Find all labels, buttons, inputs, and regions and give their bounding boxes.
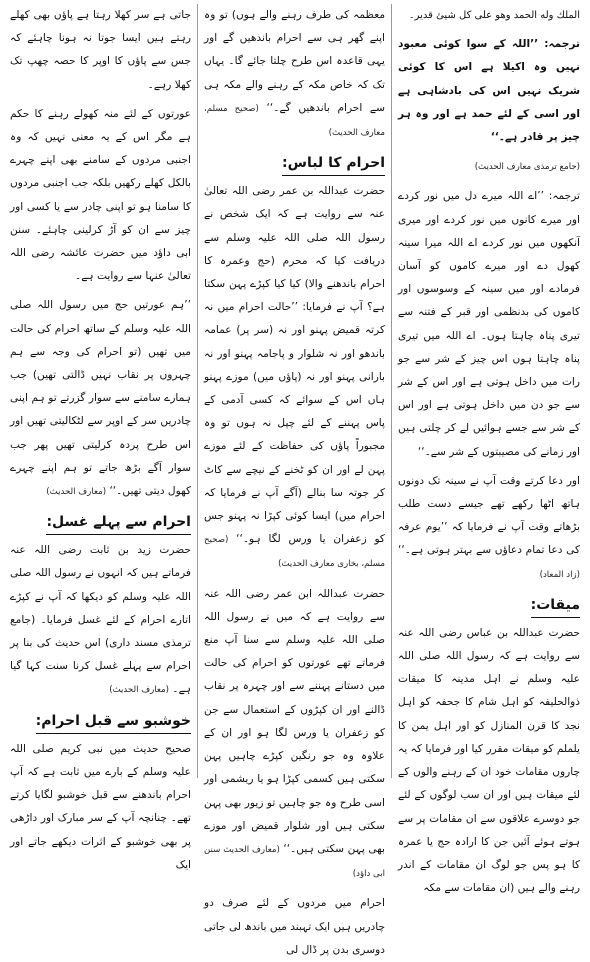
paragraph — [10, 103, 191, 289]
citation: (صحیح مسلم، بخاری معارف الحدیث) — [204, 535, 385, 570]
section-heading-text: خوشبو سے قبل احرام: — [36, 709, 191, 734]
citation: (معارف الحدیث) — [46, 487, 107, 498]
paragraph — [10, 294, 191, 504]
column-middle — [198, 4, 392, 956]
paragraph-text: الملك وله الحمد وهو علی کل شیئ قدیر۔ — [408, 10, 580, 21]
paragraph — [204, 583, 385, 887]
paragraph-text: ’’ہم عورتیں حج میں رسول اللہ صلی اللہ علیہ وسلم کے ساتھ احرام کی حالت میں تھیں (تو احرام کی وجہ سے ہم چہروں پر نقاب نہیں ڈالتی تھیں) جب ہمارے سامنے سے سوار گزرتے تو ہم اپنی چادریں سر کے اوپر سے لٹکالیتی تھیں اور اس طرح پردہ کرلیتی تھیں پھر جب سوار آگے بڑھ جاتے تو ہم اپنے چہرے کھول دیتی تھیں۔‘‘ — [10, 299, 191, 498]
column-right — [392, 4, 586, 895]
paragraph-text: ترجمہ: ’’اللہ کے سوا کوئی معبود نہیں وہ اکیلا ہے اس کا کوئی شریک نہیں اس کی بادشاہی ہے اور اسی کے لئے حمد ہے اور وہ ہر چیز پر قادر ہے۔‘‘ — [398, 38, 580, 144]
paragraph-text: حضرت عبداللہ ابن عمر رضی اللہ عنہ سے روایت ہے کہ میں نے رسول اللہ صلی اللہ علیہ وسلم سے سنا آپ منع فرماتے تھے عورتوں کو احرام کی حالت میں دستانے پہننے سے اور چہرہ پر نقاب ڈالنے اور ان کپڑوں کے استعمال سے جن کو زعفران یا ورس لگا ہو اور ان کے علاوہ وہ جو رنگین کپڑے چاہیں پہن سکتی ہیں کسمی کپڑا ہو یا ریشمی اور اسی طرح وہ جو چاہیں تو زیور بھی پہن سکتی ہیں اور شلوار قمیض اور موزے بھی پہن سکتی ہیں۔‘‘ — [204, 587, 385, 855]
citation: (زاد المعاد) — [539, 569, 580, 580]
paragraph-text: صحیح حدیث میں نبی کریم صلی اللہ علیہ وسلم کے بارے میں ثابت ہے کہ آپ احرام باندھنے سے قبل خوشبو لگایا کرتے تھے۔ چنانچہ آپ کے سر مبارک اور داڑھی پر بھی خوشبو کے اثرات دیکھے جاتے اور ایک — [10, 742, 191, 871]
paragraph-text: جاتی ہے سر کھلا رہتا ہے پاؤں بھی کھلے رہتے ہیں ایسا جوتا نہ ہونا چاہئے کہ جس سے پاؤں کا اوپر کا حصہ چھپ تک کھلا رہے۔ — [10, 9, 191, 91]
paragraph — [204, 180, 385, 576]
paragraph-text: ترجمہ: ’’اے اللہ میرے دل میں نور کردے اور میرے کانوں میں نور کردے اور میری آنکھوں میں نور کردے اے اللہ میرا سینہ کھول دے اور میرے کاموں کو آسان فرمادے اور میں سینہ کے وسوسوں اور کاموں کی بدنظمی اور قبر کے فتنہ سے تیری پناہ چاہتا ہوں۔ اے اللہ میں تیری پناہ چاہتا ہوں اس چیز کے شر سے جو رات میں داخل ہوتی ہے اور اس کے شر سے جو دن میں داخل ہوتی ہے اور اس کے شر سے جسے ہوائیں لے کر چلتی ہیں اور زمانے کی مصیبتوں کے شر سے۔‘‘ — [398, 190, 580, 458]
section-heading — [10, 510, 191, 535]
paragraph — [398, 470, 580, 587]
paragraph-text: حضرت عبداللہ بن عباس رضی اللہ عنہ سے روایت ہے کہ رسول اللہ صلی اللہ علیہ وسلم نے اہل مدینہ کا میقات ذوالحلیفہ کو اہل شام کا جحفہ کو اہل نجد کا قرن المنازل کو اور اہل یمن کا یلملم کو میقات مقرر کیا اور فرمایا کہ یہ چاروں مقامات خود ان کے رہنے والوں کے لئے میقات ہیں اور ان سب لوگوں کے لئے جو دوسرے علاقوں سے ان مقامات پر سے ہوتے ہوئے آئیں جن کا ارادہ حج یا عمرہ کا ہو پس جو لوگ ان مقامات کے اندر رہنے والے ہیں (ان مقامات سے مکہ — [398, 626, 580, 895]
paragraph-text: عورتوں کے لئے منہ کھولے رہنے کا حکم ہے مگر اس کے یہ معنی نہیں کہ وہ اجنبی مردوں کے سامنے بھی اپنے چہرے بالکل کھلے رکھیں بلکہ جب اجنبی مردوں کا سامنا ہو تو اپنی چادر سے یا کسی اور چیز سے ان کو آڑ کرلینی چاہئے۔ سنن ابی داؤد میں حضرت عائشہ رضی اللہ تعالیٰ عنہا سے روایت ہے۔ — [10, 107, 191, 283]
paragraph — [398, 185, 580, 463]
section-heading-text: احرام کا لباس: — [282, 151, 385, 176]
section-heading-text: احرام سے پہلے غسل: — [46, 510, 191, 535]
citation: (معارف الحدیث سنن ابی داؤد) — [204, 844, 385, 880]
citation: (جامع ترمذی معارف الحدیث) — [474, 162, 580, 173]
citation: (صحیح مسلم، معارف الحدیث) — [204, 103, 385, 139]
section-heading — [398, 593, 580, 618]
paragraph — [204, 892, 385, 962]
paragraph-text: حضرت عبداللہ بن عمر رضی اللہ تعالیٰ عنہ سے روایت ہے کہ ایک شخص نے رسول اللہ صلی اللہ علیہ وسلم سے دریافت کیا کہ محرم (حج وعمرہ کا احرام باندھنے والا) کیا کیا کپڑے پہن سکتا ہے؟ آپ نے فرمایا: ’’حالت احرام میں نہ کرتہ قمیض پہنو اور نہ (سر پر) عمامہ باندھو اور نہ شلوار و پاجامہ پہنو اور نہ بارانی پہنو اور نہ (پاؤں میں) موزے پہنو ہاں اس کے سوائے کہ کسی آدمی کے پاس پہننے کے لئے چپل نہ ہوں تو وہ مجبوراً پاؤں کی حفاظت کے لئے موزے پہن لے اور ان کو ٹخنے کے نیچے سے کاٹ کر جوتہ سا بنالے (آگے آپ نے فرمایا کہ احرام میں) ایسا کوئی کپڑا نہ پہنو جس کو زعفران یا ورس لگا ہو۔‘‘ — [204, 185, 385, 546]
paragraph-text: احرام میں مردوں کے لئے صرف دو چادریں ہیں ایک تہبند میں باندھ لی جاتی دوسری بدن پر ڈال لی — [204, 897, 385, 956]
paragraph-text: حضرت زید بن ثابت رضی اللہ عنہ فرماتے ہیں کہ انہوں نے رسول اللہ صلی اللہ علیہ وسلم کو دیکھا کہ آپ نے کپڑے اتارے احرام کے لئے غسل فرمایا۔ (جامع ترمذی مسند داری) اس حدیث کی بنا پر احرام سے پہلے غسل کرنا سنت کہا گیا ہے۔ — [10, 544, 191, 696]
paragraph — [398, 33, 580, 149]
section-heading-text: میقات: — [531, 593, 580, 618]
paragraph-text: معظمہ کی طرف رہنے والے ہوں) تو وہ اپنے گھر ہی سے احرام باندھیں گے اور یہی قاعدہ اس طرح چلتا جائے گا۔ یہاں تک کہ خاص مکہ کے رہنے والے مکہ ہی سے احرام باندھیں گے۔‘‘ — [204, 9, 385, 114]
section-heading — [204, 151, 385, 176]
paragraph — [398, 622, 580, 900]
paragraph — [398, 4, 580, 27]
paragraph — [204, 4, 385, 145]
column-left — [4, 4, 198, 871]
paragraph — [10, 738, 191, 877]
paragraph — [398, 155, 580, 179]
paragraph — [10, 539, 191, 702]
paragraph-text: اور دعا کرتے وقت آپ نے سینہ تک دونوں ہاتھ اٹھا رکھے تھے جیسے دست طلب بڑھاتے وقت آپ نے فرمایا کہ ’’یوم عرفہ کی دعا تمام دعاؤں سے بہتر ہوتی ہے۔‘‘ — [398, 474, 580, 557]
section-heading — [10, 709, 191, 734]
citation: (معارف الحدیث) — [109, 685, 169, 696]
paragraph — [10, 4, 191, 97]
